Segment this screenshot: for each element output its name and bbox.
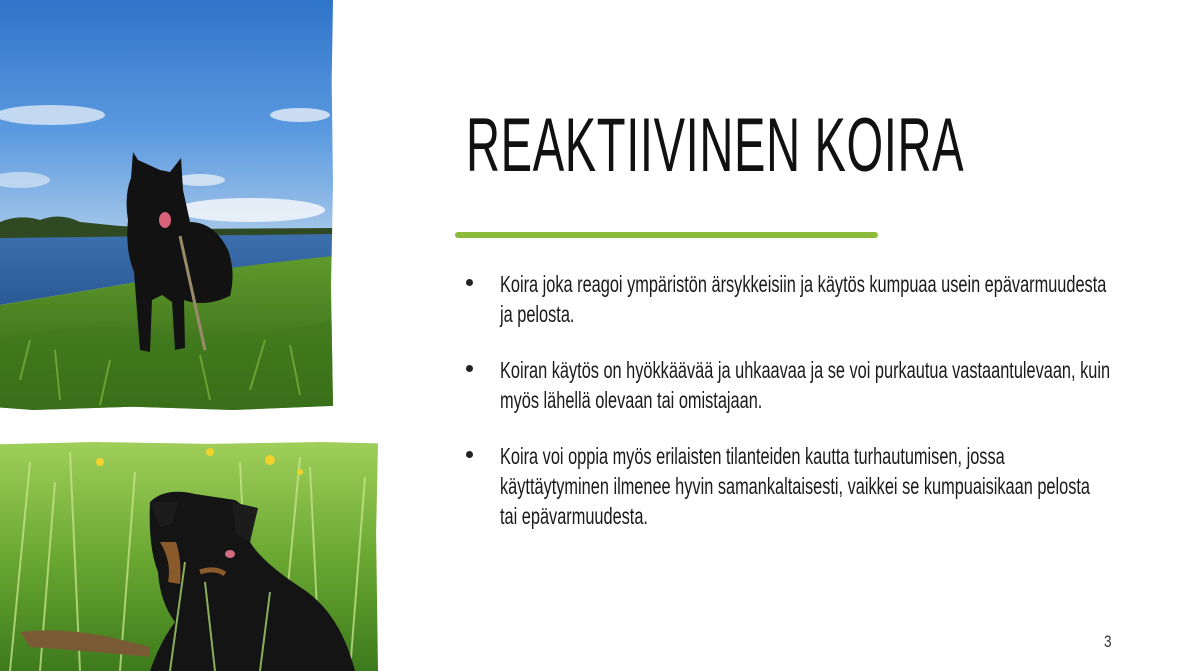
bullet-text: Koira voi oppia myös erilaisten tilanteiden kautta turhautumisen, jossa käyttäytyminen ilmenee hyvin samankaltaisesti, vaikkei se kumpuaisikaan pelosta tai epävarmuudesta.: [500, 443, 1090, 529]
black-tan-dog-photo: [0, 442, 378, 671]
bullet-item: [463, 441, 1123, 531]
bullet-text: Koira joka reagoi ympäristön ärsykkeisiin ja käytös kumpuaa usein epävarmuudesta ja pelosta.: [500, 271, 1107, 327]
bullet-item: [463, 269, 1123, 329]
page-number: 3: [1104, 632, 1112, 651]
bullet-item: [463, 355, 1123, 415]
bullet-list: [463, 269, 1123, 557]
dog-in-grass-image: [0, 442, 378, 671]
title-underline: [455, 232, 878, 238]
bullet-dot-icon: [466, 365, 473, 372]
bullet-dot-icon: [466, 279, 473, 286]
bullet-text: Koiran käytös on hyökkäävää ja uhkaavaa ja se voi purkautua vastaantulevaan, kuin myös lähellä olevaan tai omistajaan.: [500, 357, 1111, 413]
dog-by-river-image: [0, 0, 333, 410]
slide-title: REAKTIIVINEN KOIRA: [466, 103, 965, 188]
bullet-dot-icon: [466, 451, 473, 458]
black-shepherd-dog-photo: [0, 0, 333, 410]
